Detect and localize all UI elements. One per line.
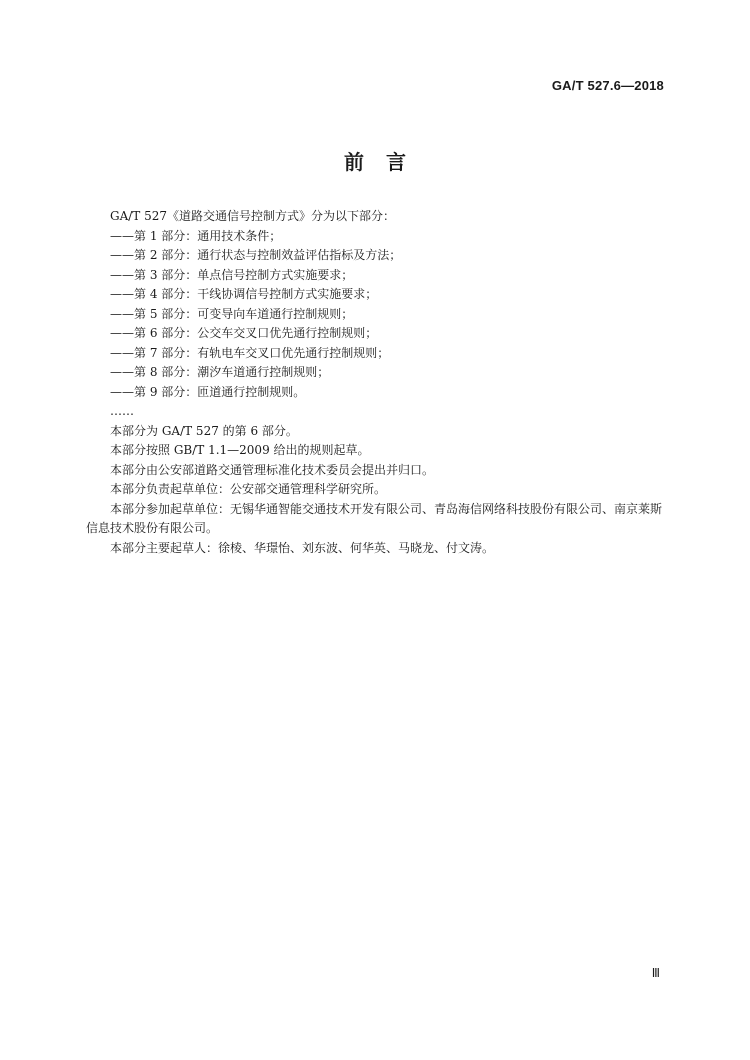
statement-proposed-by: 本部分由公安部道路交通管理标准化技术委员会提出并归口。 <box>110 462 435 477</box>
part-item: ——第 9 部分：匝道通行控制规则。 <box>110 384 306 399</box>
part-item: ——第 6 部分：公交车交叉口优先通行控制规则； <box>110 326 378 340</box>
statement-responsible-unit: 本部分负责起草单位：公安部交通管理科学研究所。 <box>110 482 387 496</box>
statement-participating-units: 本部分参加起草单位：无锡华通智能交通技术开发有限公司、青岛海信网络科技股份有限公司、南京莱斯信息技术股份有限公司。 <box>86 501 663 535</box>
part-item: ——第 3 部分：单点信号控制方式实施要求； <box>110 267 354 282</box>
statement-drafters: 本部分主要起草人：徐棱、华璟怡、刘东波、何华英、马晓龙、付文涛。 <box>110 540 495 555</box>
part-item: ——第 7 部分：有轨电车交叉口优先通行控制规则； <box>110 345 390 360</box>
intro-paragraph: GA/T 527《道路交通信号控制方式》分为以下部分： <box>110 209 396 223</box>
part-item: ——第 5 部分：可变导向车道通行控制规则； <box>110 306 354 321</box>
part-item: ——第 8 部分：潮汐车道通行控制规则； <box>110 365 330 379</box>
ellipsis: …… <box>110 404 134 418</box>
foreword-body <box>86 207 666 558</box>
page-number: Ⅲ <box>651 966 660 980</box>
page-title: 前言 <box>344 150 428 174</box>
statement-part-of: 本部分为 GA/T 527 的第 6 部分。 <box>110 423 298 438</box>
part-item: ——第 1 部分：通用技术条件； <box>110 228 282 243</box>
part-item: ——第 4 部分：干线协调信号控制方式实施要求； <box>110 287 378 301</box>
statement-drafting-rules: 本部分按照 GB/T 1.1—2009 给出的规则起草。 <box>110 443 370 457</box>
standard-code: GA/T 527.6—2018 <box>551 78 664 93</box>
part-item: ——第 2 部分：通行状态与控制效益评估指标及方法； <box>110 248 402 262</box>
